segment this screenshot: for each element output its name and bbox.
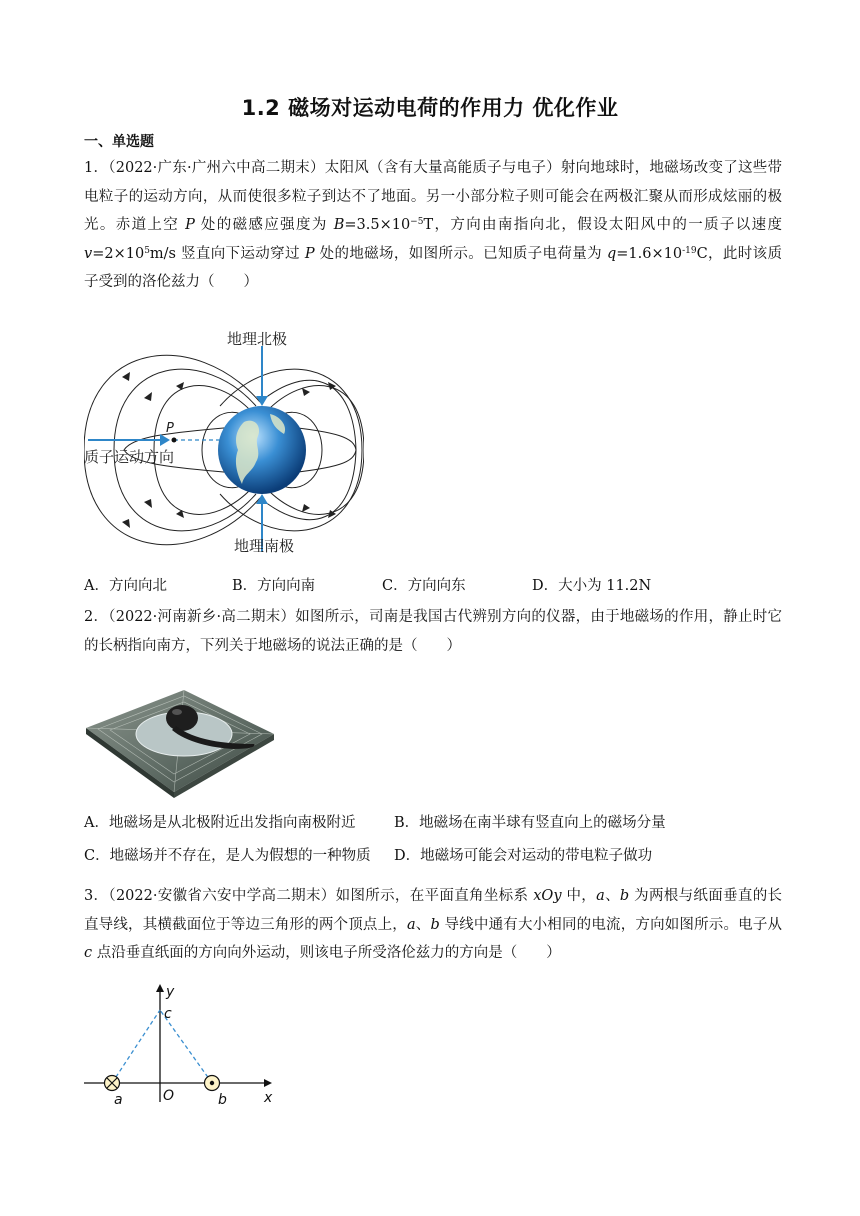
option-b[interactable]: B．地磁场在南半球有竖直向上的磁场分量: [394, 815, 666, 831]
question-1-text: 1．（2022·广东·广州六中高二期末）太阳风（含有大量高能质子与电子）射向地球时，地磁场改变了这些带电粒子的运动方向，从而使很多粒子到达不了地面。另一小部分粒子则可能会在两极汇聚从而形成炫丽的极光。赤道上空 P 处的磁感应强度为 $B=3.5\times 10^{-5}T$，方向由南指向北，假设太阳风中的一质子以速度 $v=2\times 10^5m/s$ 竖直向下运动穿过 P 处的地磁场，如图所示。已知质子电荷量为 $q=1.6\times 10^{-19}C$，此时该质子受到的洛伦兹力（ ）: [84, 160, 783, 291]
label-point-p: P: [166, 421, 174, 436]
label-wire-a: a: [114, 1092, 123, 1106]
label-geographic-south: 地理南极: [234, 537, 295, 555]
earth-globe: [218, 406, 306, 494]
label-x-axis: x: [264, 1090, 273, 1106]
page-title: 1.2 磁场对运动电荷的作用力 优化作业: [241, 96, 619, 120]
coordinate-wires-figure: [84, 982, 284, 1106]
option-b[interactable]: B．方向向南: [232, 578, 316, 594]
earth-magnetic-field-figure: [84, 322, 364, 562]
option-a[interactable]: A．地磁场是从北极附近出发指向南极附近: [84, 815, 356, 831]
option-c[interactable]: C．地磁场并不存在，是人为假想的一种物质: [84, 848, 371, 864]
option-d[interactable]: D．地磁场可能会对运动的带电粒子做功: [394, 848, 653, 864]
label-point-c: c: [164, 1006, 172, 1022]
label-wire-b: b: [218, 1092, 227, 1106]
question-2-text: 2．（2022·河南新乡·高二期末）如图所示，司南是我国古代辨别方向的仪器，由于地磁场的作用，静止时它的长柄指向南方，下列关于地磁场的说法正确的是（ ）: [84, 609, 782, 654]
label-proton-direction: 质子运动方向: [84, 448, 175, 466]
sinan-compass-figure: [84, 674, 276, 800]
label-y-axis: y: [166, 984, 175, 1000]
option-a[interactable]: A．方向向北: [84, 578, 167, 594]
label-geographic-north: 地理北极: [227, 330, 288, 348]
option-d[interactable]: D．大小为 11.2N: [532, 578, 652, 594]
option-c[interactable]: C．方向向东: [382, 578, 466, 594]
section-heading: 一、单选题: [84, 134, 154, 150]
label-origin-o: O: [163, 1088, 175, 1104]
question-3-text: 3．（2022·安徽省六安中学高二期末）如图所示，在平面直角坐标系 xOy 中，a、b 为两根与纸面垂直的长直导线，其横截面位于等边三角形的两个顶点上，a、b 导线中通有大小相同的电流，方向如图所示。电子从 c 点沿垂直纸面的方向向外运动，则该电子所受洛伦兹力的方向是（ ）: [84, 888, 783, 962]
